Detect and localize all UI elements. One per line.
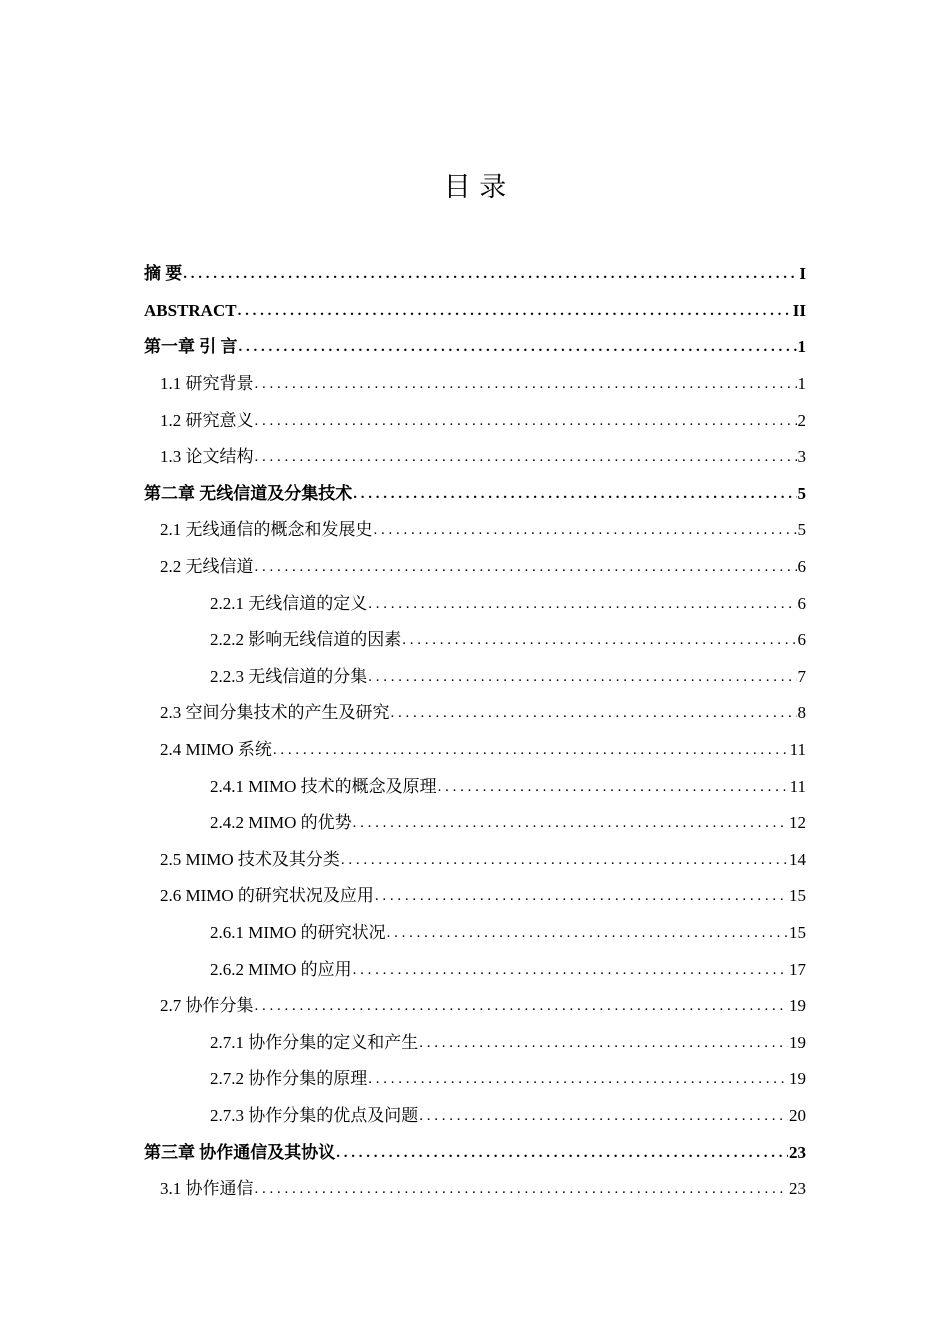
toc-dot-leader	[341, 848, 788, 872]
toc-dot-leader	[255, 372, 797, 396]
toc-dot-leader	[391, 701, 797, 725]
toc-entry-label: 第一章 引 言	[144, 337, 238, 357]
toc-entry-page-number: 14	[789, 849, 806, 869]
toc-entry-page-number: 20	[789, 1105, 806, 1125]
toc-entry[interactable]	[0, 951, 950, 988]
toc-dot-leader	[375, 884, 788, 908]
toc-entry-label: ABSTRACT	[144, 300, 237, 320]
toc-entry[interactable]	[0, 585, 950, 622]
toc-entry-label: 1.3 论文结构	[160, 447, 254, 467]
toc-dot-leader	[374, 518, 797, 542]
toc-dot-leader	[387, 921, 788, 945]
toc-entry-page-number: 12	[789, 813, 806, 833]
toc-entry-page-number: 15	[789, 922, 806, 942]
toc-entry-page-number: 2	[797, 410, 806, 430]
toc-entry-label: 2.2.1 无线信道的定义	[210, 593, 368, 613]
toc-entry[interactable]	[0, 878, 950, 915]
toc-entry-label: 2.6.2 MIMO 的应用	[210, 959, 352, 979]
toc-entry-page-number: 6	[797, 593, 806, 613]
toc-dot-leader	[255, 445, 797, 469]
toc-entry-label: 1.1 研究背景	[160, 374, 254, 394]
toc-entry[interactable]	[0, 659, 950, 696]
toc-entry-page-number: II	[792, 300, 806, 320]
toc-entry[interactable]	[0, 366, 950, 403]
toc-entry[interactable]	[0, 622, 950, 659]
toc-dot-leader	[368, 665, 796, 689]
toc-entry-page-number: 23	[789, 1179, 806, 1199]
toc-entry-label: 2.7.1 协作分集的定义和产生	[210, 1032, 419, 1052]
toc-dot-leader	[255, 555, 797, 579]
toc-entry-page-number: 7	[797, 666, 806, 686]
toc-dot-leader	[419, 1031, 788, 1055]
toc-entry-label: 2.2.2 影响无线信道的因素	[210, 630, 402, 650]
toc-dot-leader	[239, 335, 797, 359]
toc-dot-leader	[238, 299, 792, 323]
toc-entry-label: 第三章 协作通信及其协议	[144, 1142, 336, 1162]
toc-dot-leader	[273, 738, 789, 762]
toc-entry[interactable]	[0, 1098, 950, 1135]
toc-dot-leader	[353, 811, 788, 835]
toc-entry[interactable]	[0, 1134, 950, 1171]
toc-entry-label: 2.4.1 MIMO 技术的概念及原理	[210, 776, 437, 796]
toc-entry-page-number: 17	[789, 959, 806, 979]
toc-entry-page-number: 5	[797, 483, 806, 503]
toc-entry[interactable]	[0, 695, 950, 732]
toc-entry-label: 3.1 协作通信	[160, 1179, 254, 1199]
toc-dot-leader	[255, 409, 797, 433]
toc-dot-leader	[438, 775, 789, 799]
toc-entry[interactable]	[0, 915, 950, 952]
toc-entry[interactable]	[0, 293, 950, 330]
toc-entry[interactable]	[0, 329, 950, 366]
toc-entry[interactable]	[0, 512, 950, 549]
toc-entry[interactable]	[0, 476, 950, 513]
toc-entry-label: 2.7.2 协作分集的原理	[210, 1069, 368, 1089]
toc-entry[interactable]	[0, 842, 950, 879]
toc-entry-label: 1.2 研究意义	[160, 410, 254, 430]
toc-entry-page-number: 3	[797, 447, 806, 467]
toc-dot-leader	[255, 1177, 789, 1201]
toc-entry[interactable]	[0, 402, 950, 439]
toc-dot-leader	[368, 1067, 788, 1091]
toc-entry-label: 2.6.1 MIMO 的研究状况	[210, 922, 386, 942]
toc-entry-page-number: I	[799, 264, 806, 284]
toc-entry-page-number: 15	[789, 886, 806, 906]
toc-entry-label: 摘 要	[144, 264, 183, 284]
toc-entry-label: 第二章 无线信道及分集技术	[144, 483, 353, 503]
toc-dot-leader	[183, 262, 798, 286]
toc-entry[interactable]	[0, 988, 950, 1025]
toc-entry-page-number: 23	[789, 1142, 806, 1162]
toc-entry-label: 2.3 空间分集技术的产生及研究	[160, 703, 390, 723]
toc-dot-leader	[353, 958, 788, 982]
toc-entry-page-number: 8	[797, 703, 806, 723]
toc-dot-leader	[419, 1104, 788, 1128]
toc-entry-page-number: 1	[797, 337, 806, 357]
toc-entry-page-number: 19	[789, 996, 806, 1016]
toc-entry-page-number: 19	[789, 1069, 806, 1089]
toc-entry-label: 2.7 协作分集	[160, 996, 254, 1016]
toc-dot-leader	[402, 628, 796, 652]
toc-entry[interactable]	[0, 1171, 950, 1208]
page-title: 目 录	[443, 172, 507, 203]
toc-entry-label: 2.7.3 协作分集的优点及问题	[210, 1105, 419, 1125]
toc-dot-leader	[353, 482, 796, 506]
toc-entry-label: 2.4.2 MIMO 的优势	[210, 813, 352, 833]
toc-entry-label: 2.5 MIMO 技术及其分类	[160, 849, 340, 869]
toc-entry-label: 2.2 无线信道	[160, 557, 254, 577]
toc-entry-page-number: 5	[797, 520, 806, 540]
toc-entry-page-number: 6	[797, 630, 806, 650]
toc-entry-page-number: 6	[797, 557, 806, 577]
toc-entry[interactable]	[0, 768, 950, 805]
toc-entry-label: 2.6 MIMO 的研究状况及应用	[160, 886, 374, 906]
toc-entry[interactable]	[0, 1024, 950, 1061]
toc-entry[interactable]	[0, 1061, 950, 1098]
toc-entry[interactable]	[0, 732, 950, 769]
toc-entry[interactable]	[0, 439, 950, 476]
toc-entry-page-number: 11	[789, 776, 806, 796]
table-of-contents	[0, 256, 950, 1207]
toc-dot-leader	[368, 592, 796, 616]
toc-entry-label: 2.4 MIMO 系统	[160, 740, 272, 760]
toc-entry[interactable]	[0, 805, 950, 842]
toc-entry[interactable]	[0, 256, 950, 293]
toc-entry-page-number: 19	[789, 1032, 806, 1052]
toc-entry-label: 2.1 无线通信的概念和发展史	[160, 520, 373, 540]
toc-entry-page-number: 11	[789, 740, 806, 760]
toc-entry-page-number: 1	[797, 374, 806, 394]
toc-dot-leader	[336, 1141, 788, 1165]
toc-entry[interactable]	[0, 549, 950, 586]
toc-dot-leader	[255, 994, 789, 1018]
toc-entry-label: 2.2.3 无线信道的分集	[210, 666, 368, 686]
